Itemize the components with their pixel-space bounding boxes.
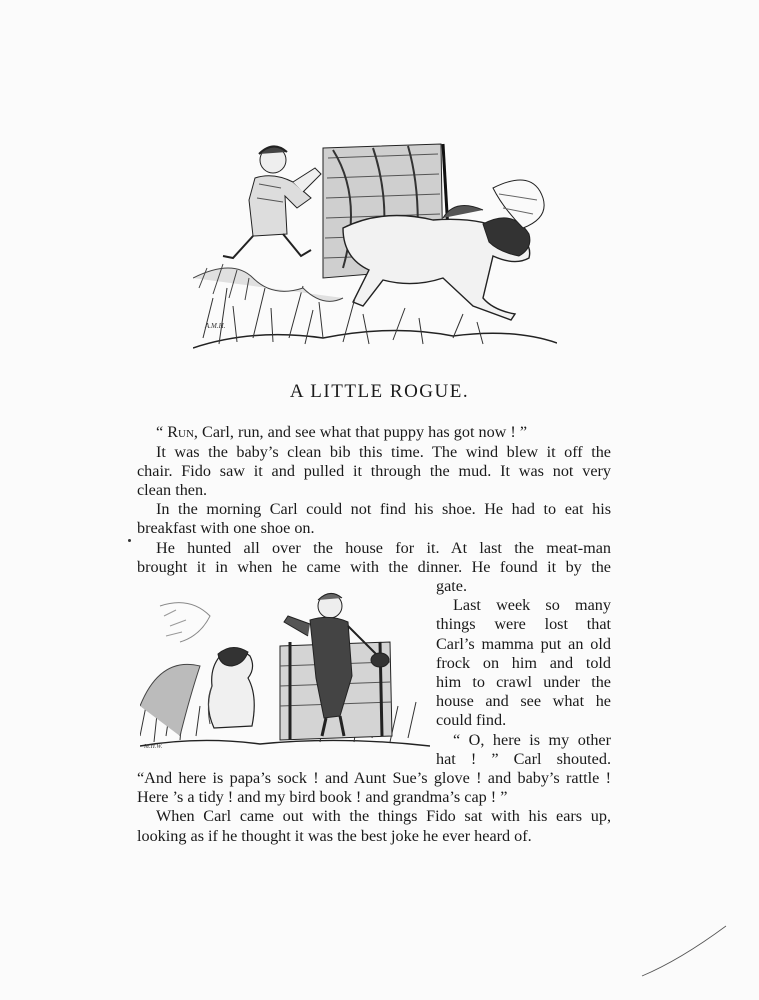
text-line-18: hat ! ” Carl shouted. (436, 750, 611, 768)
text-line-12: Carl’s mamma put an old (436, 635, 611, 653)
text-line-10: Last week so many (453, 596, 611, 614)
page-title: A LITTLE ROGUE. (289, 381, 470, 402)
text-line-16: could find. (436, 711, 507, 729)
text-line-5: In the morning Carl could not find his shoe. He had to eat his (156, 500, 611, 518)
text-line-17: “ O, here is my other (453, 731, 611, 749)
ink-speck (128, 539, 131, 542)
text-line-11: things were lost that (436, 615, 611, 633)
text-line-1: “ Run, Carl, run, and see what that puppy has got now ! ” (156, 423, 528, 441)
boy-chasing-puppy-illustration (193, 138, 557, 360)
side-illustration-signature: M.H.W. (144, 744, 163, 750)
stray-pencil-mark (640, 920, 730, 980)
text-line-20: Here ’s a tidy ! and my bird book ! and grandma’s cap ! ” (137, 788, 508, 806)
text-line-8: brought it in when he came with the dinner. He found it by the (137, 558, 611, 576)
text-line-3: chair. Fido saw it and pulled it through the mud. It was not very (137, 462, 611, 480)
text-line-9: gate. (436, 577, 468, 595)
text-line-2: It was the baby’s clean bib this time. The wind blew it off the (156, 443, 611, 461)
text-line-4: clean then. (137, 481, 208, 499)
text-line-13: frock on him and told (436, 654, 611, 672)
text-line-22: looking as if he thought it was the best joke he ever heard of. (137, 827, 532, 845)
text-line-14: him to crawl under the (436, 673, 611, 691)
text-line-15: house and see what he (436, 692, 611, 710)
text-line-21: When Carl came out with the things Fido sat with his ears up, (156, 807, 611, 825)
text-line-6: breakfast with one shoe on. (137, 519, 315, 537)
top-illustration-signature: A.M.H. (205, 322, 226, 330)
text-line-7: He hunted all over the house for it. At last the meat-man (156, 539, 611, 557)
text-line-19: “And here is papa’s sock ! and Aunt Sue’s glove ! and baby’s rattle ! (137, 769, 611, 787)
boy-with-dog-illustration (140, 586, 430, 756)
